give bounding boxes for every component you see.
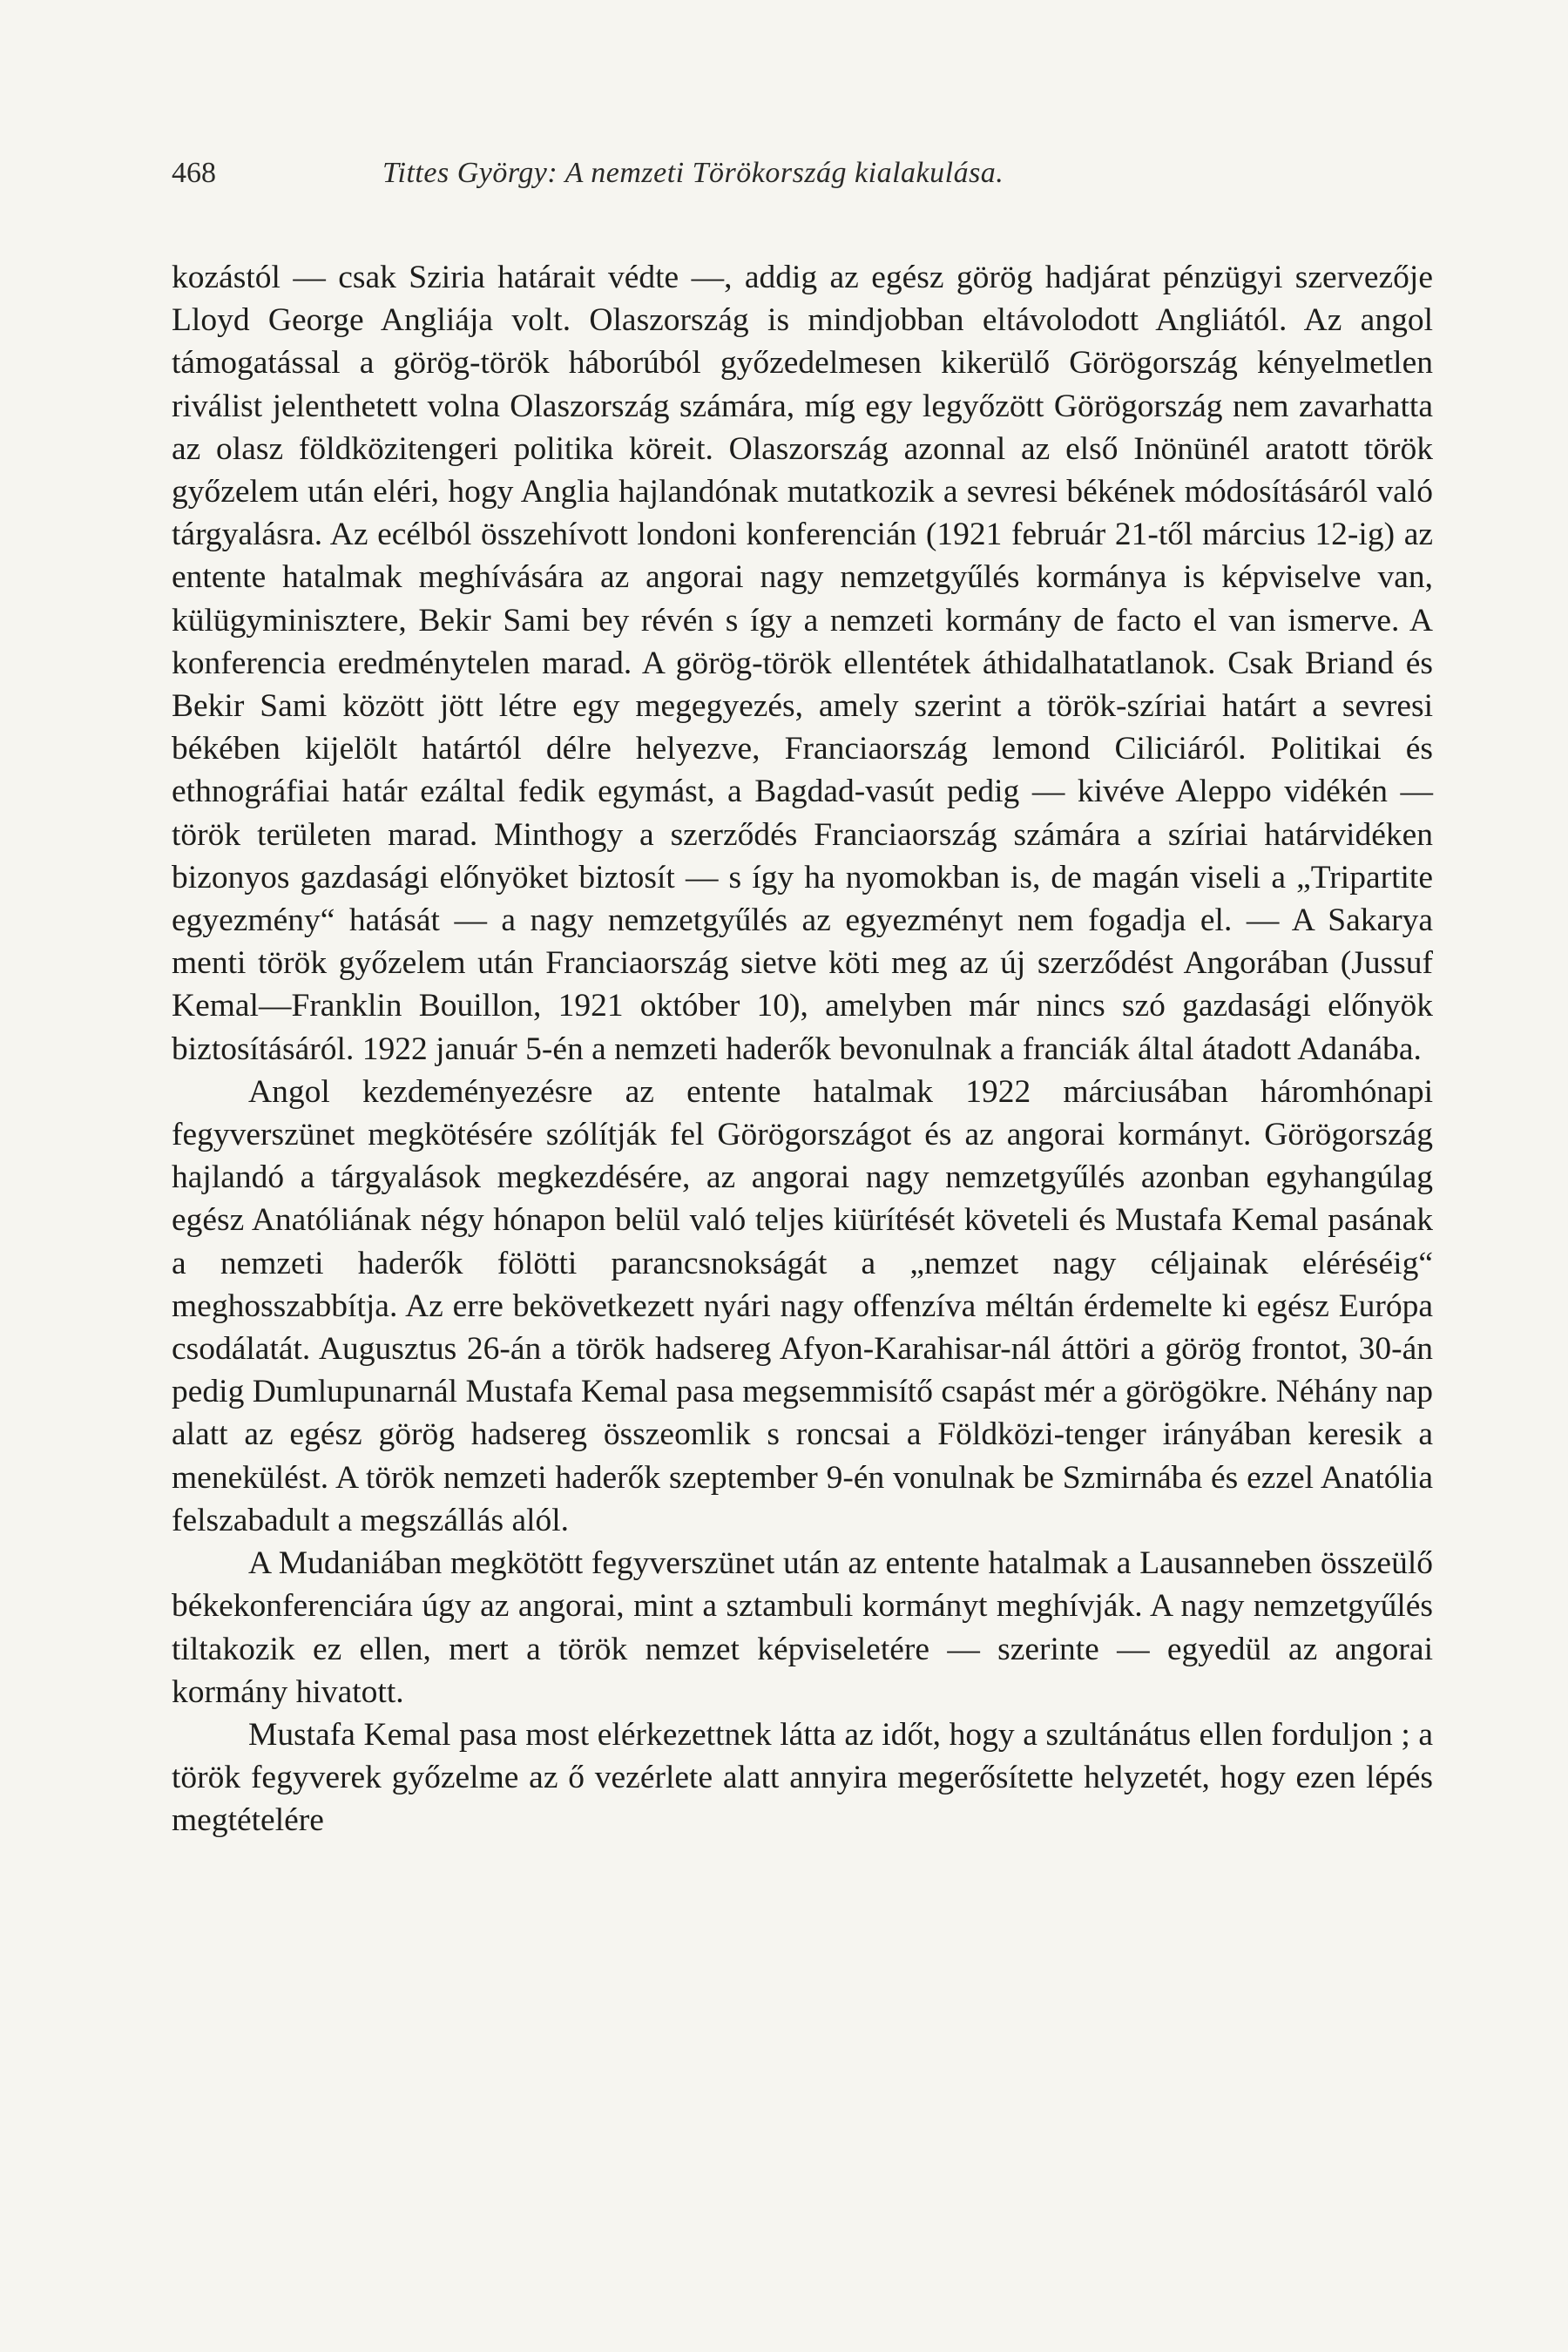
page-number: 468 [172, 157, 216, 189]
paragraph-1: kozástól — csak Sziria határait védte —, addig az egész görög hadjárat pénzügyi szervezője Lloyd George Angliája volt. Olaszország is mindjobban eltávolodott Angliától. Az angol támogatással a görög-török háborúból győzedelmesen kikerülő Görögország kényelmetlen riválist jelenthetett volna Olaszország számára, míg egy legyőzött Görögország nem zavarhatta az olasz földközitengeri politika köreit. Olaszország azonnal az első Inönünél aratott török győzelem után eléri, hogy Anglia hajlandónak mutatkozik a sevresi békének módosításáról való tárgyalásra. Az ecélból összehívott londoni konferencián (1921 február 21-től március 12-ig) az entente hatalmak meghívására az angorai nagy nemzetgyűlés kormánya is képviselve van, külügyminisztere, Bekir Sami bey révén s így a nemzeti kormány de facto el van ismerve. A konferencia eredménytelen marad. A görög-török ellentétek áthidalhatatlanok. Csak Briand és Bekir Sami között jött létre egy megegyezés, amely szerint a török-szíriai határt a sevresi békében kijelölt határtól délre helyezve, Franciaország lemond Ciliciáról. Politikai és ethnográfiai határ ezáltal fedik egymást, a Bagdad-vasút pedig — kivéve Aleppo vidékén — török területen marad. Minthogy a szerződés Franciaország számára a szíriai határvidéken bizonyos gazdasági előnyöket biztosít — s így ha nyomokban is, de magán viseli a „Tripartite egyezmény“ hatását — a nagy nemzetgyűlés az egyezményt nem fogadja el. — A Sakarya menti török győzelem után Franciaország sietve köti meg az új szerződést Angorában (Jussuf Kemal—Franklin Bouillon, 1921 október 10), amelyben már nincs szó gazdasági előnyök biztosításáról. 1922 január 5-én a nemzeti haderők bevonulnak a franciák által átadott Adanába. [172, 260, 1433, 1067]
running-title: Tittes György: A nemzeti Törökország kialakulása. [382, 157, 1004, 189]
page-header [172, 150, 1433, 211]
paragraph-3: A Mudaniában megkötött fegyverszünet után az entente hatalmak a Lausanneben összeülő békekonferenciára úgy az angorai, mint a sztambuli kormányt meghívják. A nagy nemzetgyűlés tiltakozik ez ellen, mert a török nemzet képviseletére — szerinte — egyedül az angorai kormány hivatott. [172, 1545, 1433, 1710]
paragraph-2: Angol kezdeményezésre az entente hatalmak 1922 márciusában háromhónapi fegyverszünet megkötésére szólítják fel Görögországot és az angorai kormányt. Görögország hajlandó a tárgyalások megkezdésére, az angorai nagy nemzetgyűlés azonban egyhangúlag egész Anatóliának négy hónapon belül való teljes kiürítését követeli és Mustafa Kemal pasának a nemzeti haderők fölötti parancsnokságát a „nemzet nagy céljainak eléréséig“ meghosszabbítja. Az erre bekövetkezett nyári nagy offenzíva méltán érdemelte ki egész Európa csodálatát. Augusztus 26-án a török hadsereg Afyon-Karahisar-nál áttöri a görög frontot, 30-án pedig Dumlupunarnál Mustafa Kemal pasa megsemmisítő csapást mér a görögökre. Néhány nap alatt az egész görög hadsereg összeomlik s roncsai a Földközi-tenger irányában keresik a menekülést. A török nemzeti haderők szeptember 9-én vonulnak be Szmirnába és ezzel Anatólia felszabadult a megszállás alól. [172, 1073, 1433, 1538]
book-page [172, 150, 1433, 1842]
body-text [172, 256, 1433, 1842]
paragraph-4: Mustafa Kemal pasa most elérkezettnek látta az időt, hogy a szultánátus ellen forduljon ; a török fegyverek győzelme az ő vezérlete alatt annyira megerősítette helyzetét, hogy ezen lépés megtételére [172, 1716, 1433, 1839]
